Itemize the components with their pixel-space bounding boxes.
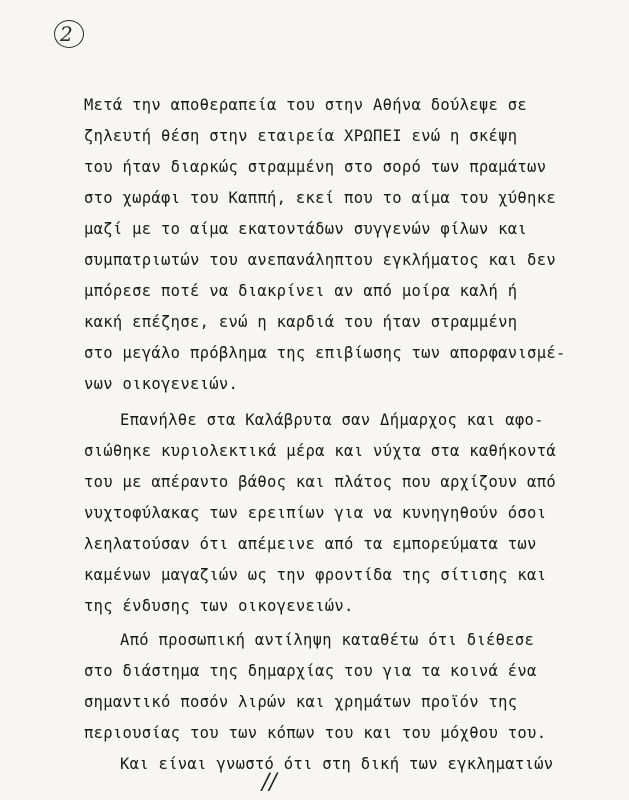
text-line: ζηλευτή θέση στην εταιρεία ΧΡΩΠΕΙ ενώ η σκέψη <box>84 127 518 145</box>
text-line: λεηλατούσαν ότι απέμεινε από τα εμπορεύματα των <box>84 535 537 553</box>
text-line: Επανήλθε στα Καλάβρυτα σαν Δήμαρχος και αφο- <box>120 411 544 429</box>
text-line: καμένων μαγαζιών ως την φροντίδα της σίτισης και <box>84 566 547 584</box>
text-line: Μετά την αποθεραπεία του στην Αθήνα δούλεψε σε <box>84 96 528 114</box>
text-line: του με απέραντο βάθος και πλάτος που αρχίζουν από <box>84 473 556 491</box>
text-line: της ένδυσης των οικογενειών. <box>84 597 354 615</box>
text-line: νων οικογενειών. <box>84 375 239 393</box>
continuation-mark: // <box>262 770 277 795</box>
text-line: συμπατριωτών του ανεπανάληπτου εγκλήματος και δεν <box>84 251 556 269</box>
text-line: Από προσωπική αντίληψη καταθέτω ότι διέθεσε <box>120 631 535 649</box>
text-line: του ήταν διαρκώς στραμμένη στο σορό των πραμάτων <box>84 158 547 176</box>
text-line: Και είναι γνωστό ότι στη δική των εγκληματιών <box>120 755 554 773</box>
text-line: στο μεγάλο πρόβλημα της επιβίωσης των απορφανισμέ- <box>84 344 566 362</box>
text-line: περιουσίας του των κόπων του και του μόχθου του. <box>84 724 547 742</box>
text-line: σημαντικό ποσόν λιρών και χρημάτων προϊόν της <box>84 693 518 711</box>
text-line: μπόρεσε ποτέ να διακρίνει αν από μοίρα καλή ή <box>84 282 518 300</box>
text-line: μαζί με το αίμα εκατοντάδων συγγενών φίλων και <box>84 220 528 238</box>
page-number: 2 <box>60 22 73 46</box>
text-line: στο χωράφι του Καππή, εκεί που το αίμα του χύθηκε <box>84 189 556 207</box>
text-line: στο διάστημα της δημαρχίας του για τα κοινά ένα <box>84 662 537 680</box>
text-line: κακή επέζησε, ενώ η καρδιά του ήταν στραμμένη <box>84 313 518 331</box>
text-line: νυχτοφύλακας των ερειπίων για να κυνηγηθούν όσοι <box>84 504 547 522</box>
text-line: σιώθηκε κυριολεκτικά μέρα και νύχτα στα καθήκοντά <box>84 442 556 460</box>
